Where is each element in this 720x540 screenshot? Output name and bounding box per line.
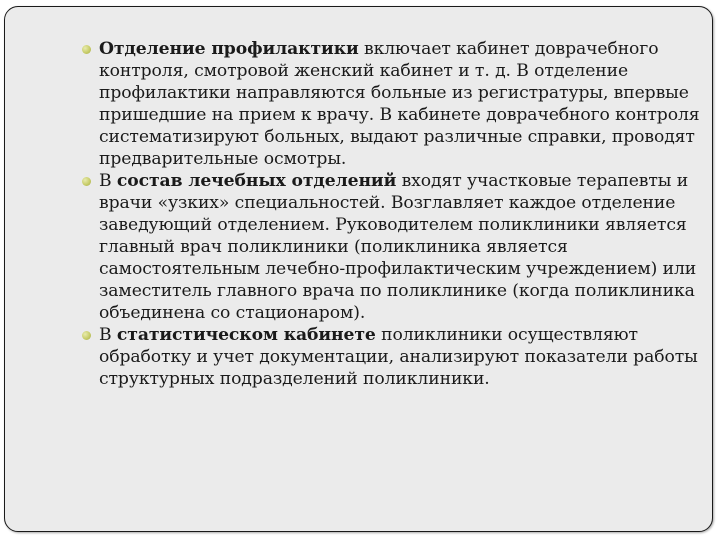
bullet-bold-term: статистическом кабинете xyxy=(116,325,376,345)
bullet-text-before: В xyxy=(99,325,117,345)
bullet-item-treatment-departments xyxy=(80,170,700,324)
circle-bullet-icon xyxy=(82,45,91,54)
bullet-text-before: В xyxy=(99,171,117,191)
bullet-text-after: входят участковые терапевты и врачи «узких» специальностей. Возглавляет каждое отделение заведующий отделением. Руководителем поликлиники является главный врач поликлиники (поликлиника является самостоятельным лечебно-профилактическим учреждением) или заместитель главного врача по поликлинике (когда поликлиника объединена со стационаром). xyxy=(99,171,697,323)
bullet-item-prevention xyxy=(80,38,700,170)
slide-content xyxy=(80,38,700,390)
bullet-text-after: включает кабинет доврачебного контроля, смотровой женский кабинет и т. д. В отделение профилактики направляются больные из регистратуры, впервые пришедшие на прием к врачу. В кабинете доврачебного контроля систематизируют больных, выдают различные справки, проводят предварительные осмотры. xyxy=(99,39,700,169)
bullet-bold-term: Отделение профилактики xyxy=(99,39,359,59)
bullet-item-statistics-office xyxy=(80,324,700,390)
bullet-bold-term: состав лечебных отделений xyxy=(116,171,397,191)
bullet-text-after: поликлиники осуществляют обработку и учет документации, анализируют показатели работы структурных подразделений поликлиники. xyxy=(99,325,698,389)
circle-bullet-icon xyxy=(82,177,91,186)
circle-bullet-icon xyxy=(82,331,91,340)
